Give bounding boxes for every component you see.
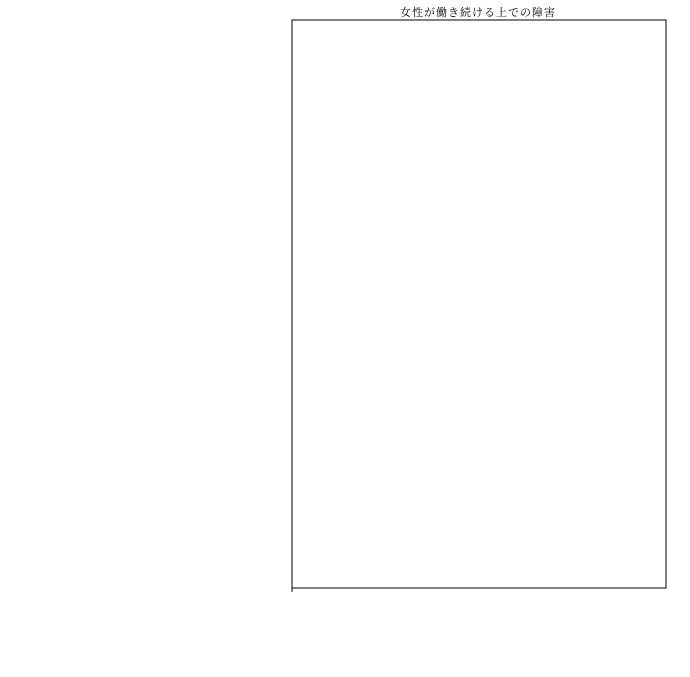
chart-title: 女性が働き続ける上での障害 — [400, 6, 556, 19]
plot-area — [292, 20, 666, 588]
